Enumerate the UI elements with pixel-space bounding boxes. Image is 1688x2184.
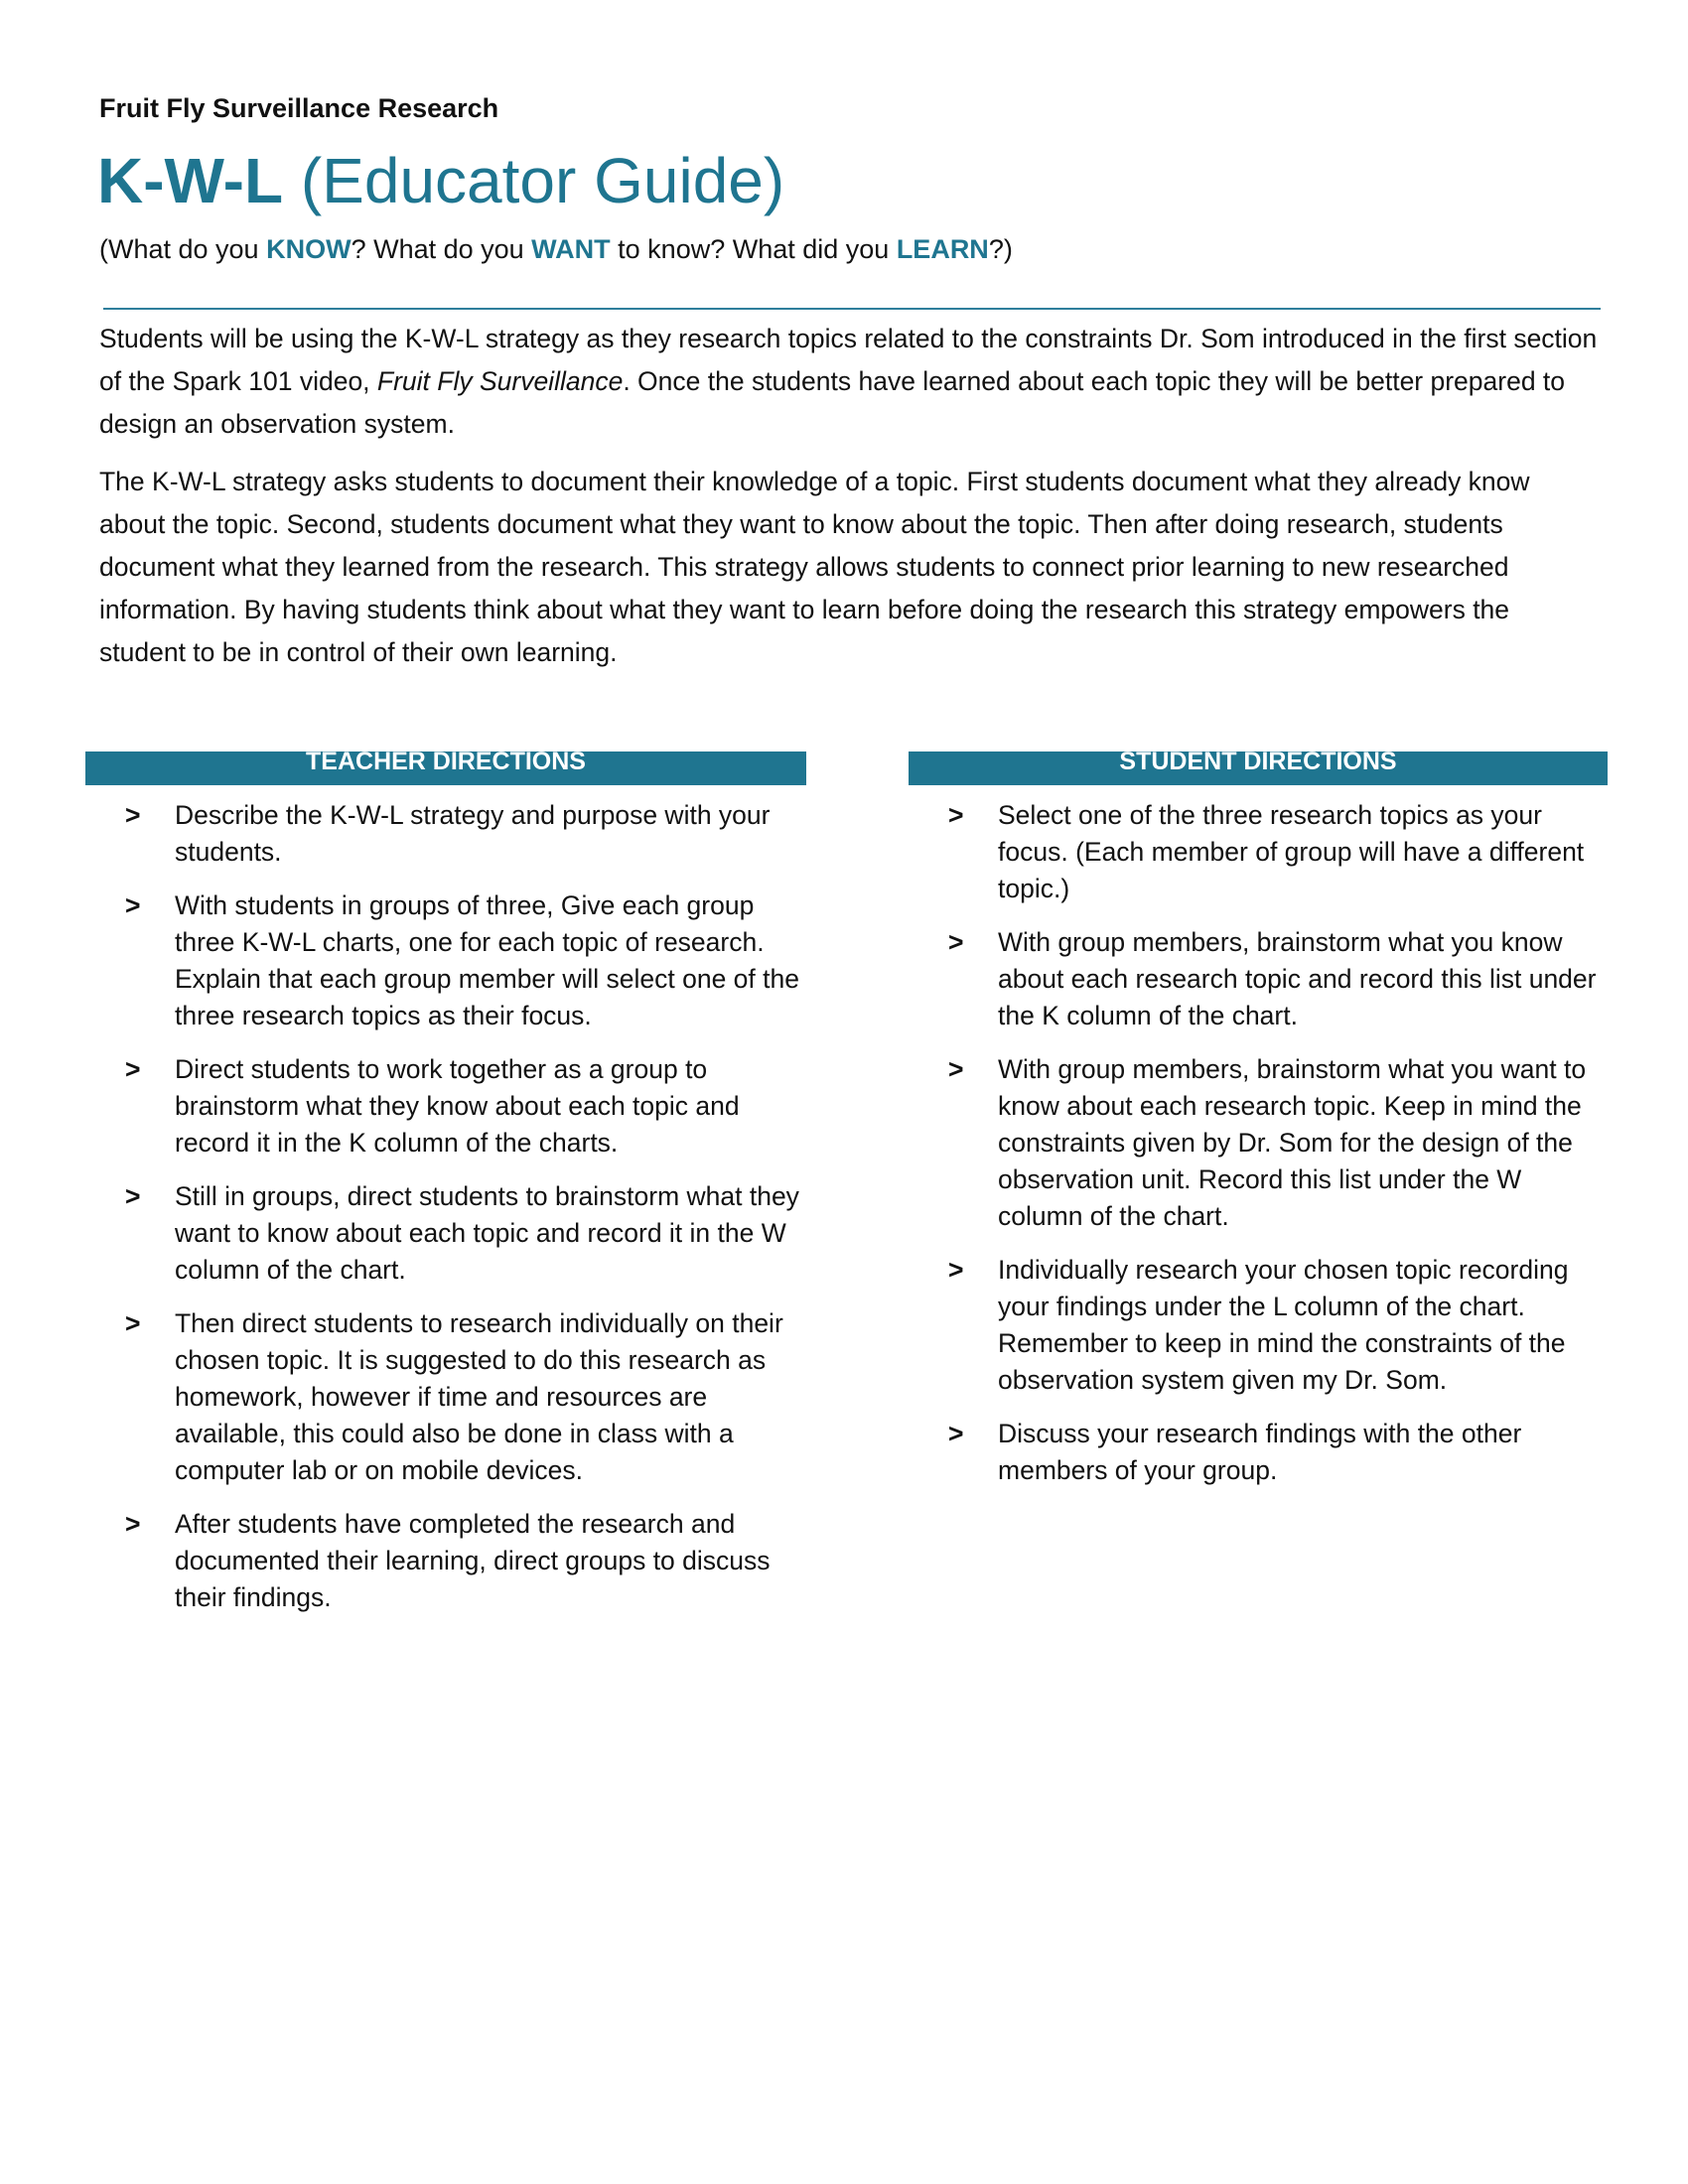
- arrow-marker-icon: >: [948, 1054, 964, 1084]
- list-item: [85, 1506, 806, 1616]
- list-item: [85, 1305, 806, 1489]
- list-item: [85, 797, 806, 871]
- list-item-text: With group members, brainstorm what you know about each research topic and record this list under the K column of the chart.: [998, 927, 1597, 1030]
- intro-paragraph-1: [99, 318, 1599, 446]
- intro-text: Students will be using the K-W-L strategy as they research topics related to the constraints Dr. Som introduced in the first section of the Spark 101 video,: [99, 324, 1598, 396]
- list-item-text: Describe the K-W-L strategy and purpose with your students.: [175, 800, 771, 867]
- list-item-text: Still in groups, direct students to brainstorm what they want to know about each topic and record it in the W column of the chart.: [175, 1181, 799, 1285]
- list-item: [909, 1416, 1608, 1489]
- title-rest: (Educator Guide): [283, 145, 785, 216]
- list-item: [85, 1051, 806, 1161]
- arrow-marker-icon: >: [948, 800, 964, 830]
- title-kwl: K-W-L: [97, 145, 284, 216]
- list-item-text: Then direct students to research individually on their chosen topic. It is suggested to do this research as homework, however if time and resources are available, this could also be done in class with a computer lab or on mobile devices.: [175, 1308, 783, 1485]
- subtitle-text: (What do you: [99, 234, 267, 264]
- list-item-text: After students have completed the research and documented their learning, direct groups to discuss their findings.: [175, 1509, 771, 1612]
- list-item-text: Direct students to work together as a group to brainstorm what they know about each topic and record it in the K column of the charts.: [175, 1054, 740, 1158]
- list-item-text: Discuss your research findings with the other members of your group.: [998, 1419, 1522, 1485]
- subtitle-text: ?): [988, 234, 1013, 264]
- list-item-text: Individually research your chosen topic recording your findings under the L column of the chart. Remember to keep in mind the constraints of the observation system given my Dr. Som.: [998, 1255, 1569, 1395]
- teacher-directions-heading: TEACHER DIRECTIONS: [85, 751, 806, 785]
- arrow-marker-icon: >: [948, 1255, 964, 1285]
- list-item: [85, 1178, 806, 1289]
- list-item: [909, 1051, 1608, 1235]
- subtitle-learn: LEARN: [896, 234, 989, 264]
- teacher-directions-list: [85, 797, 806, 1616]
- arrow-marker-icon: >: [125, 800, 141, 830]
- subtitle-know: KNOW: [266, 234, 352, 264]
- arrow-marker-icon: >: [125, 1308, 141, 1338]
- intro-text: . Once the students have learned about each topic they will be better prepared to design an observation system.: [99, 366, 1566, 439]
- subtitle-want: WANT: [531, 234, 611, 264]
- page-title: [97, 141, 784, 220]
- list-item: [85, 887, 806, 1034]
- arrow-marker-icon: >: [948, 1419, 964, 1448]
- arrow-marker-icon: >: [125, 1054, 141, 1084]
- list-item: [909, 797, 1608, 907]
- arrow-marker-icon: >: [125, 890, 141, 920]
- intro-paragraph-2: The K-W-L strategy asks students to document their knowledge of a topic. First students document what they already know about the topic. Second, students document what they want to know about the topic. Then after doing research, students document what they learned from the research. This strategy allows students to connect prior learning to new researched information. By having students think about what they want to learn before doing the research this strategy empowers the student to be in control of their own learning.: [99, 467, 1530, 667]
- arrow-marker-icon: >: [948, 927, 964, 957]
- list-item-text: Select one of the three research topics as your focus. (Each member of group will have a different topic.): [998, 800, 1585, 903]
- subtitle-text: to know? What did you: [610, 234, 897, 264]
- intro-section: [99, 318, 1599, 689]
- arrow-marker-icon: >: [125, 1509, 141, 1539]
- video-title: Fruit Fly Surveillance: [376, 366, 624, 396]
- page-subtitle: [99, 234, 1013, 265]
- series-label: Fruit Fly Surveillance Research: [99, 93, 499, 123]
- subtitle-text: ? What do you: [351, 234, 532, 264]
- list-item-text: With group members, brainstorm what you want to know about each research topic. Keep in mind the constraints given by Dr. Som for the design of the observation unit. Record this list under the W column of the chart.: [998, 1054, 1587, 1231]
- student-directions-column: [909, 751, 1608, 1506]
- student-directions-list: [909, 797, 1608, 1489]
- list-item: [909, 924, 1608, 1034]
- arrow-marker-icon: >: [125, 1181, 141, 1211]
- list-item-text: With students in groups of three, Give each group three K-W-L charts, one for each topic of research. Explain that each group member will select one of the three research topics as their focus.: [175, 890, 799, 1030]
- teacher-directions-column: [85, 751, 806, 1633]
- header-divider: [103, 308, 1601, 310]
- list-item: [909, 1252, 1608, 1399]
- student-directions-heading: STUDENT DIRECTIONS: [909, 751, 1608, 785]
